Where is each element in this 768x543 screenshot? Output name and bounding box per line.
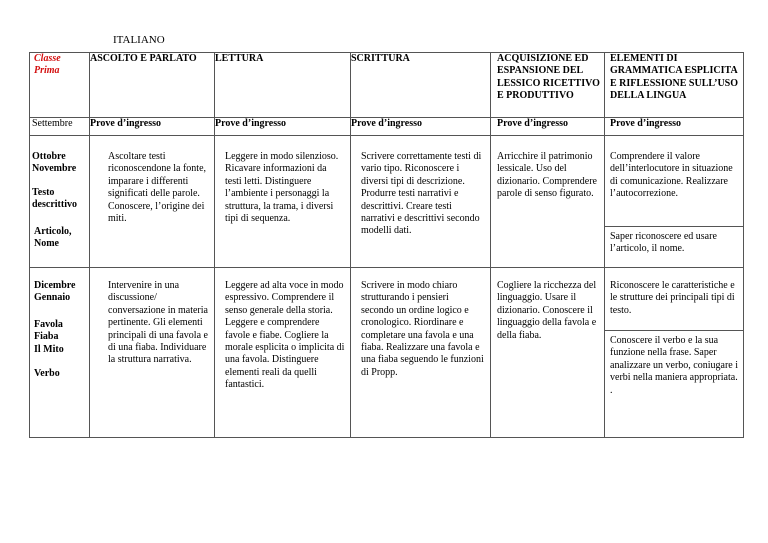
table-row bbox=[30, 136, 744, 268]
cell-ascolto: Intervenire in una discussione/ conversazione in materia pertinente. Gli elementi principali di una favola e di una fiaba. Individuare la struttura narrativa. bbox=[90, 268, 215, 438]
month-gennaio: Gennaio bbox=[34, 292, 71, 304]
header-lettura: LETTURA bbox=[215, 53, 351, 118]
topic-verbo: Verbo bbox=[34, 368, 60, 380]
month-ottobre: Ottobre bbox=[32, 151, 66, 162]
class-label-cell bbox=[30, 53, 90, 118]
header-grammatica: ELEMENTI DI GRAMMATICA ESPLICITA E RIFLESSIONE SULL’USO DELLA LINGUA bbox=[605, 53, 744, 118]
cell-lettura: Leggere ad alta voce in modo espressivo. Comprendere il senso generale della storia. Leggere e comprendere favole e fiabe. Cogliere la morale esplicita o implicita di una favola. Distinguere elementi reali da quelli fantastici. bbox=[215, 268, 351, 438]
table-row bbox=[30, 268, 744, 438]
grammatica-text-1: Riconoscere le caratteristiche e le strutture dei principali tipi di testo. bbox=[610, 280, 735, 316]
cell-grammatica bbox=[605, 136, 744, 268]
cell-ascolto: Ascoltare testi riconoscendone la fonte, imparare i differenti significati delle parole. Conoscere, l’origine dei miti. bbox=[90, 136, 215, 268]
cell-scrittura: Scrivere in modo chiaro strutturando i pensieri secondo un ordine logico e cronologico. Riordinare e completare una favola e una fiaba. Realizzare una favola e una fiaba seguendo le funzioni di Propp. bbox=[351, 268, 491, 438]
grammatica-dot: . bbox=[610, 384, 613, 396]
table-row bbox=[30, 118, 744, 136]
cell-lettura: Leggere in modo silenzioso. Ricavare informazioni da testi letti. Distinguere l’ambiente i personaggi la struttura, la trama, i diversi tipi di sequenza. bbox=[215, 136, 351, 268]
topic-testo-descrittivo: Testo descrittivo bbox=[32, 186, 77, 211]
topic-il-mito: Il Mito bbox=[34, 343, 64, 355]
header-ascolto: ASCOLTO E PARLATO bbox=[90, 53, 215, 118]
cell-scrittura: Scrivere correttamente testi di vario tipo. Riconoscere i diversi tipi di descrizione. Produrre testi narrativi e descrittivi. Creare testi narrativi e descrittivi secondo modelli dati. bbox=[351, 136, 491, 268]
grammatica-text-2: Saper riconoscere ed usare l’articolo, il nome. bbox=[605, 226, 743, 256]
grammatica-text-1: Comprendere il valore dell’interlocutore in situazione di comunicazione. Realizzare l’autocorrezione. bbox=[610, 151, 733, 200]
topic-fiaba: Fiaba bbox=[34, 331, 59, 343]
topic-articolo-nome: Articolo, Nome bbox=[34, 225, 72, 250]
month-settembre: Settembre bbox=[30, 118, 90, 136]
cell-lessico: Cogliere la ricchezza del linguaggio. Usare il dizionario. Conoscere il linguaggio della favola e della fiaba. bbox=[491, 268, 605, 438]
grammatica-text-2 bbox=[605, 330, 743, 397]
cell-prove: Prove d’ingresso bbox=[215, 118, 351, 136]
cell-grammatica bbox=[605, 268, 744, 438]
curriculum-table bbox=[29, 52, 744, 438]
month-cell bbox=[30, 268, 90, 438]
month-dicembre: Dicembre bbox=[34, 280, 76, 291]
month-novembre: Novembre bbox=[32, 163, 77, 175]
cell-lessico: Arricchire il patrimonio lessicale. Uso del dizionario. Comprendere parole di senso figurato. bbox=[491, 136, 605, 268]
class-label: Classe Prima bbox=[34, 53, 61, 77]
cell-prove: Prove d’ingresso bbox=[351, 118, 491, 136]
topic-favola: Favola bbox=[34, 318, 63, 330]
header-row bbox=[30, 53, 744, 118]
month-cell bbox=[30, 136, 90, 268]
page-title: ITALIANO bbox=[113, 34, 165, 46]
grammatica-verbo-text: Conoscere il verbo e la sua funzione nella frase. Saper analizzare un verbo, coniugare i verbi nella maniera appropriata. bbox=[610, 335, 738, 384]
header-lessico: ACQUISIZIONE ED ESPANSIONE DEL LESSICO RICETTIVO E PRODUTTIVO bbox=[491, 53, 605, 118]
cell-prove: Prove d’ingresso bbox=[605, 118, 744, 136]
cell-prove: Prove d’ingresso bbox=[90, 118, 215, 136]
header-scrittura: SCRITTURA bbox=[351, 53, 491, 118]
cell-prove: Prove d’ingresso bbox=[491, 118, 605, 136]
